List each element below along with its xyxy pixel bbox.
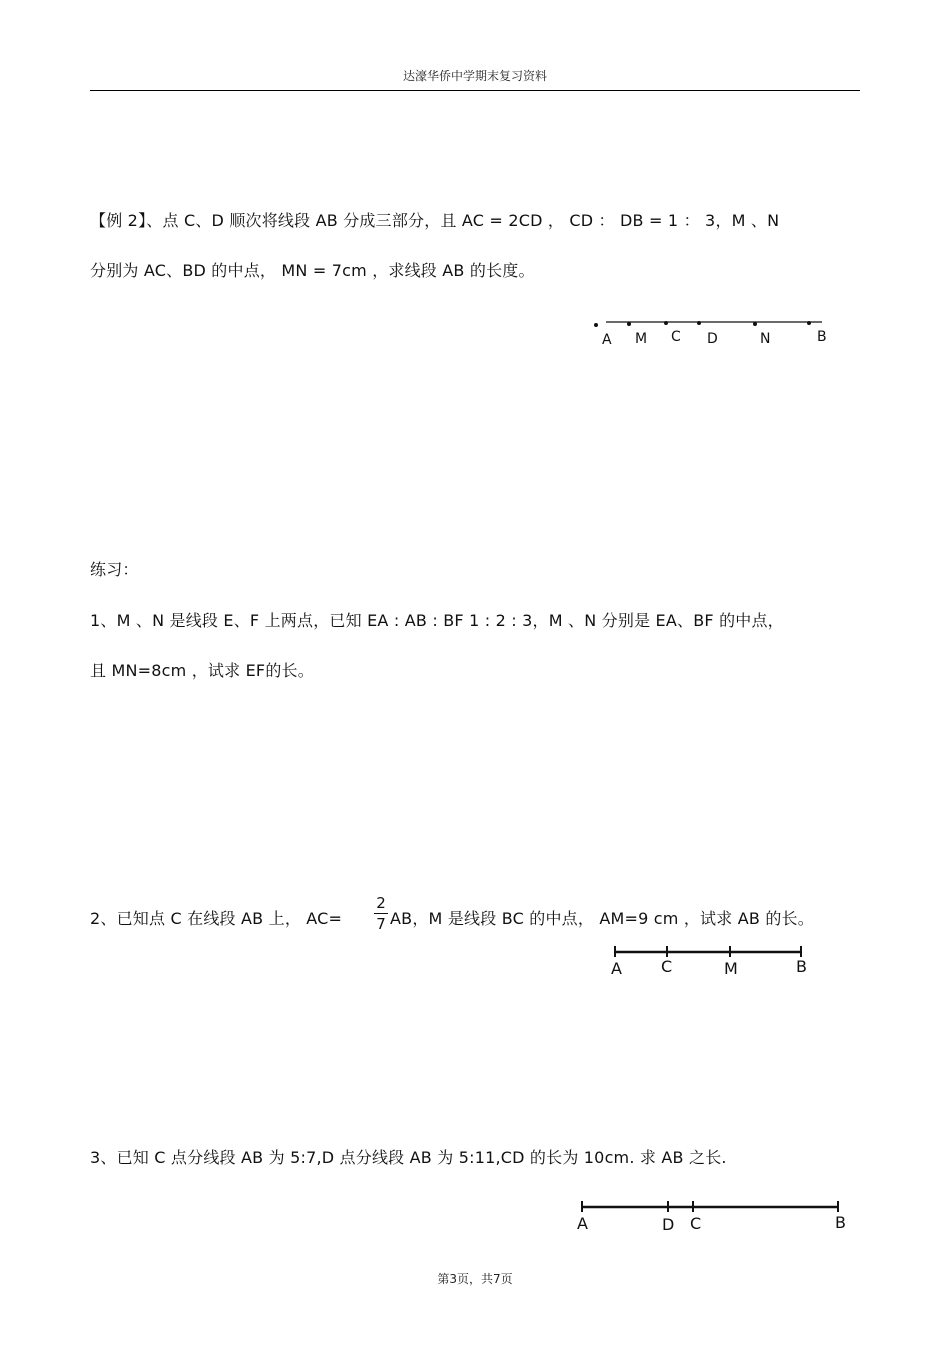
point-n [753, 322, 757, 326]
footer-page-info: 第3页，共7页 [437, 1272, 513, 1286]
label-m: M [724, 959, 738, 978]
practice-heading: 练习： [90, 560, 139, 579]
practice-q1-line2: 且 MN=8cm ，试求 EF的长。 [90, 661, 314, 680]
practice-q2-after: AB，M 是线段 BC 的中点， AM=9 cm ，试求 AB 的长。 [390, 909, 814, 928]
fraction-numerator: 2 [376, 894, 386, 912]
label-b: B [796, 957, 807, 976]
example2-figure [590, 310, 840, 350]
practice-q2-figure [610, 940, 820, 980]
label-a: A [602, 332, 612, 348]
practice-q3-figure [575, 1195, 850, 1235]
practice-q3-text: 3、已知 C 点分线段 AB 为 5:7,D 点分线段 AB 为 5:11,CD 的长为 10cm. 求 AB 之长. [90, 1148, 727, 1167]
label-b: B [817, 329, 827, 345]
label-c: C [661, 957, 673, 976]
label-c: C [690, 1214, 702, 1233]
header-title: 达濠华侨中学期末复习资料 [402, 69, 547, 83]
point-d [697, 321, 701, 325]
header-rule [90, 90, 860, 91]
practice-q2-before: 2、已知点 C 在线段 AB 上， AC= [90, 909, 343, 928]
fraction-bar [374, 913, 388, 914]
label-a: A [611, 959, 622, 978]
fraction-denominator: 7 [376, 915, 386, 933]
example2-line2: 分别为 AC、BD 的中点， MN = 7cm ，求线段 AB 的长度。 [90, 261, 535, 280]
label-m: M [635, 331, 648, 347]
label-c: C [671, 329, 681, 345]
point-c [664, 321, 668, 325]
example2-line1: 【例 2】、点 C、D 顺次将线段 AB 分成三部分，且 AC = 2CD ， CD ： DB = 1 ： 3，M 、N [90, 211, 780, 230]
practice-q1-line1: 1、M 、N 是线段 E、F 上两点，已知 EA : AB : BF 1 : 2 : 3，M 、N 分别是 EA、BF 的中点， [90, 611, 784, 630]
label-d: D [662, 1215, 675, 1234]
label-n: N [760, 331, 771, 347]
label-a: A [577, 1214, 588, 1233]
point-m [627, 322, 631, 326]
label-b: B [835, 1213, 846, 1232]
fraction-two-sevenths [374, 894, 388, 933]
point-b [807, 321, 811, 325]
label-d: D [707, 331, 718, 347]
point-a [594, 323, 598, 327]
